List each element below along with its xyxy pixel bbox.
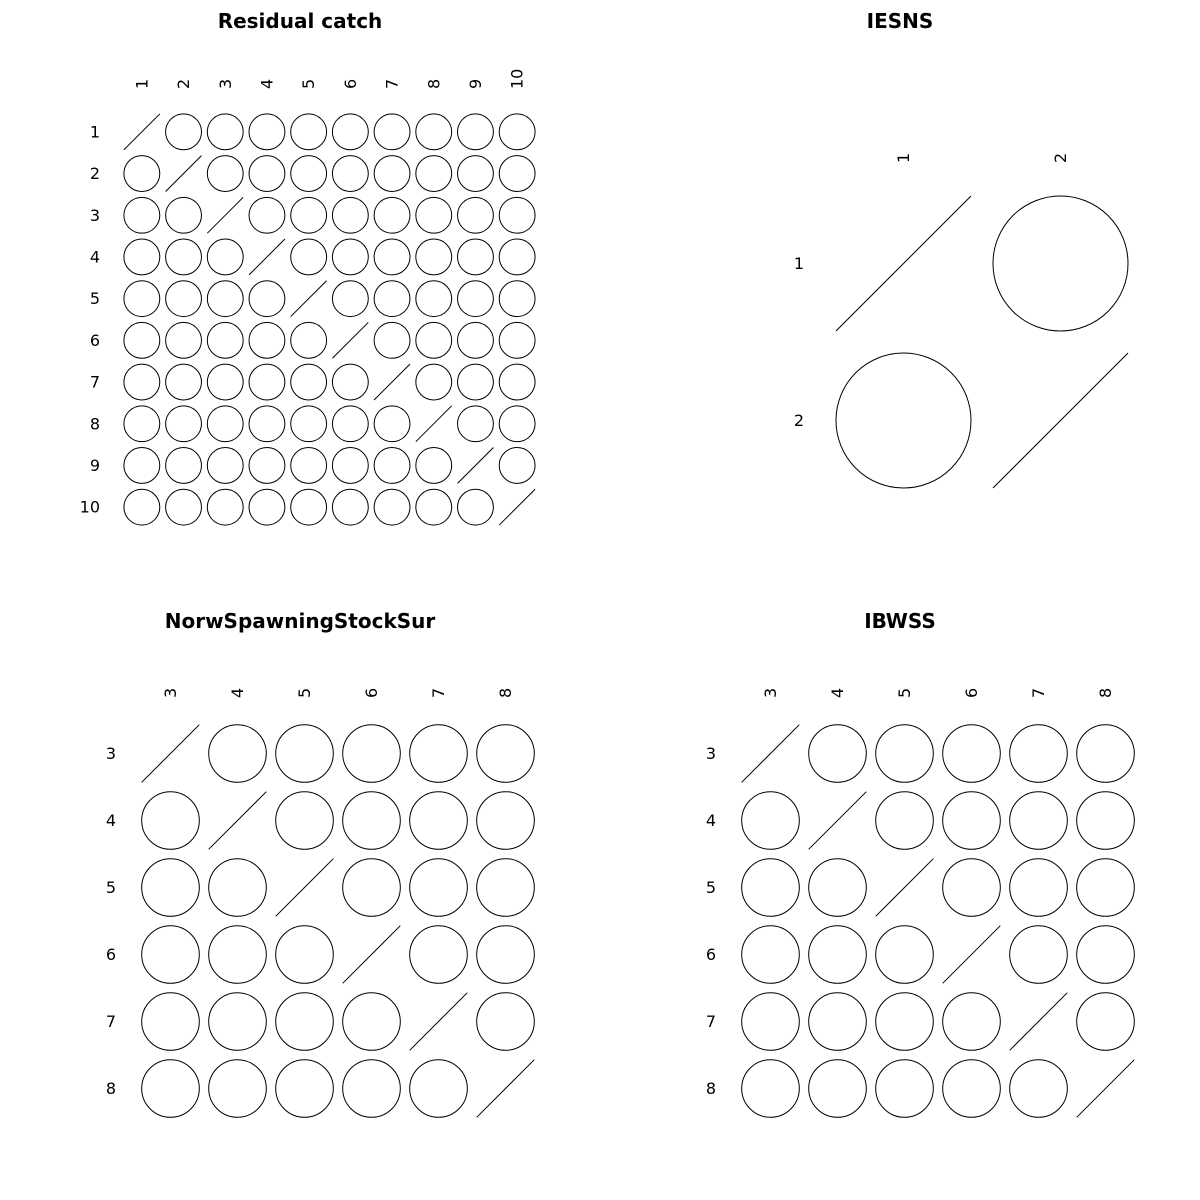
correlation-circle-mark: [332, 239, 368, 275]
correlation-circle-mark: [249, 156, 285, 192]
correlation-circle-mark: [209, 859, 267, 917]
correlation-circle-mark: [742, 859, 800, 917]
correlation-circle-mark: [276, 725, 334, 783]
correlation-circle-mark: [249, 489, 285, 525]
correlation-circle-mark: [249, 364, 285, 400]
correlation-circle-mark: [249, 197, 285, 233]
column-tick-label: 4: [257, 78, 277, 89]
correlation-circle-mark: [124, 281, 160, 317]
correlation-circle-mark: [943, 859, 1001, 917]
correlation-circle-mark: [249, 448, 285, 484]
panel-iesns: [794, 9, 1128, 488]
column-tick-label: 7: [1029, 687, 1048, 698]
diagonal-line-mark: [343, 926, 401, 984]
panel-title: NorwSpawningStockSur: [164, 609, 436, 633]
correlation-circle-mark: [291, 406, 327, 442]
correlation-circle-mark: [374, 156, 410, 192]
correlation-circle-mark: [1010, 1060, 1068, 1118]
correlation-circle-mark: [809, 859, 867, 917]
diagonal-line-mark: [943, 926, 1001, 984]
panel-title: IESNS: [866, 9, 934, 33]
correlation-circle-mark: [1077, 725, 1135, 783]
correlation-circle-mark: [499, 239, 535, 275]
correlation-circle-mark: [124, 489, 160, 525]
correlation-circle-mark: [416, 364, 452, 400]
correlation-circle-mark: [207, 322, 243, 358]
row-tick-label: 1: [89, 122, 100, 142]
correlation-circle-mark: [249, 322, 285, 358]
correlation-circle-mark: [742, 993, 800, 1051]
correlation-circle-mark: [458, 406, 494, 442]
row-tick-label: 8: [105, 1079, 116, 1098]
correlation-circle-mark: [416, 114, 452, 150]
row-tick-label: 3: [705, 744, 716, 763]
panel-title: IBWSS: [864, 609, 936, 633]
correlation-circle-mark: [291, 322, 327, 358]
diagonal-line-mark: [1010, 993, 1068, 1051]
row-tick-label: 7: [705, 1012, 716, 1031]
diagonal-line-mark: [458, 448, 494, 484]
correlation-circle-mark: [477, 993, 535, 1051]
diagonal-line-mark: [142, 725, 200, 783]
correlation-circle-mark: [166, 281, 202, 317]
correlation-circle-mark: [374, 281, 410, 317]
diagonal-line-mark: [876, 859, 934, 917]
correlation-circle-mark: [809, 1060, 867, 1118]
correlation-circle-mark: [332, 114, 368, 150]
correlation-circle-mark: [124, 322, 160, 358]
column-tick-label: 8: [496, 687, 515, 698]
column-tick-label: 2: [1051, 152, 1070, 163]
correlation-circle-mark: [343, 1060, 401, 1118]
correlation-circle-mark: [499, 448, 535, 484]
correlation-circle-mark: [416, 239, 452, 275]
column-tick-label: 1: [132, 78, 152, 89]
correlation-circle-mark: [209, 993, 267, 1051]
correlation-circle-mark: [291, 489, 327, 525]
correlation-circle-mark: [207, 156, 243, 192]
row-tick-label: 4: [705, 811, 716, 830]
correlation-circle-mark: [458, 156, 494, 192]
diagonal-line-mark: [809, 792, 867, 850]
correlation-circle-mark: [477, 725, 535, 783]
correlation-circle-mark: [416, 448, 452, 484]
row-tick-label: 5: [89, 289, 100, 309]
panel-residual-catch: [80, 9, 535, 525]
panel-plot-area: [80, 69, 535, 525]
correlation-circle-mark: [332, 364, 368, 400]
correlation-circle-mark: [166, 197, 202, 233]
correlation-circle-mark: [209, 1060, 267, 1118]
correlation-circle-mark: [943, 1060, 1001, 1118]
correlation-circle-mark: [876, 993, 934, 1051]
correlation-circle-mark: [332, 489, 368, 525]
correlation-circle-mark: [124, 239, 160, 275]
correlation-circle-mark: [343, 792, 401, 850]
correlation-circle-mark: [416, 489, 452, 525]
correlation-circle-mark: [249, 406, 285, 442]
correlation-circle-mark: [416, 322, 452, 358]
correlation-circle-mark: [416, 281, 452, 317]
correlation-circle-mark: [166, 364, 202, 400]
column-tick-label: 6: [340, 78, 360, 89]
correlation-circle-mark: [343, 725, 401, 783]
correlation-circle-mark: [1077, 926, 1135, 984]
column-tick-label: 6: [962, 687, 981, 698]
correlation-circle-mark: [374, 489, 410, 525]
correlation-circle-mark: [207, 448, 243, 484]
correlation-circle-mark: [1077, 993, 1135, 1051]
diagonal-line-mark: [207, 197, 243, 233]
diagonal-line-mark: [209, 792, 267, 850]
panel-plot-area: [106, 688, 534, 1117]
correlation-circle-mark: [166, 448, 202, 484]
correlation-circle-mark: [477, 926, 535, 984]
correlation-circle-mark: [207, 406, 243, 442]
column-tick-label: 4: [828, 687, 847, 698]
correlation-circle-mark: [291, 448, 327, 484]
correlation-circle-mark: [207, 364, 243, 400]
diagonal-line-mark: [499, 489, 535, 525]
row-tick-label: 3: [105, 744, 116, 763]
correlation-circle-mark: [291, 239, 327, 275]
correlation-circle-mark: [332, 156, 368, 192]
correlation-circle-mark: [876, 792, 934, 850]
diagonal-line-mark: [742, 725, 800, 783]
correlation-circle-mark: [276, 926, 334, 984]
correlation-circle-mark: [416, 197, 452, 233]
correlation-circle-mark: [499, 156, 535, 192]
correlation-circle-mark: [477, 792, 535, 850]
correlation-circle-mark: [1010, 859, 1068, 917]
panel-norw-spawning-stock-sur: [106, 609, 534, 1117]
column-tick-label: 1: [894, 152, 913, 163]
diagonal-line-mark: [291, 281, 327, 317]
correlation-circle-mark: [458, 114, 494, 150]
column-tick-label: 5: [299, 78, 319, 89]
correlation-circle-mark: [124, 197, 160, 233]
column-tick-label: 4: [228, 687, 247, 698]
row-tick-label: 10: [79, 497, 100, 517]
correlation-circle-mark: [876, 926, 934, 984]
correlation-circle-mark: [249, 114, 285, 150]
column-tick-label: 7: [382, 78, 402, 89]
correlation-circle-mark: [410, 926, 468, 984]
diagonal-line-mark: [477, 1060, 535, 1118]
correlation-circle-mark: [943, 993, 1001, 1051]
correlation-circle-mark: [142, 792, 200, 850]
correlation-circle-mark: [142, 859, 200, 917]
correlation-circle-mark: [142, 926, 200, 984]
correlation-circle-mark: [332, 406, 368, 442]
row-tick-label: 2: [89, 164, 100, 184]
correlation-circle-mark: [1010, 792, 1068, 850]
diagonal-line-mark: [249, 239, 285, 275]
correlation-circle-mark: [332, 281, 368, 317]
correlation-circle-mark: [1010, 926, 1068, 984]
correlation-circle-mark: [410, 1060, 468, 1118]
correlation-circle-mark: [876, 725, 934, 783]
row-tick-label: 6: [89, 330, 100, 350]
correlation-circle-mark: [458, 281, 494, 317]
row-tick-label: 2: [793, 411, 804, 430]
correlation-circle-mark: [291, 197, 327, 233]
correlation-circle-mark: [742, 926, 800, 984]
correlation-circle-mark: [332, 197, 368, 233]
correlation-circle-mark: [166, 489, 202, 525]
correlation-circle-mark: [276, 993, 334, 1051]
column-tick-label: 6: [362, 687, 381, 698]
correlation-circle-mark: [374, 197, 410, 233]
column-tick-label: 7: [429, 687, 448, 698]
correlation-circle-mark: [291, 364, 327, 400]
diagonal-line-mark: [993, 353, 1128, 488]
correlation-circle-mark: [166, 114, 202, 150]
row-tick-label: 1: [793, 254, 804, 273]
diagonal-line-mark: [836, 196, 971, 331]
row-tick-label: 3: [89, 205, 100, 225]
diagonal-line-mark: [166, 156, 202, 192]
correlation-circle-mark: [142, 993, 200, 1051]
correlation-circle-mark: [499, 281, 535, 317]
correlation-circle-mark: [410, 859, 468, 917]
correlation-circle-mark: [124, 156, 160, 192]
correlation-circle-mark: [943, 792, 1001, 850]
row-tick-label: 7: [105, 1012, 116, 1031]
correlation-circle-mark: [410, 792, 468, 850]
correlation-circle-mark: [374, 406, 410, 442]
correlation-circle-mark: [166, 406, 202, 442]
correlation-circle-mark: [124, 448, 160, 484]
correlation-circle-mark: [742, 1060, 800, 1118]
correlation-circle-mark: [809, 926, 867, 984]
correlation-circle-mark: [499, 406, 535, 442]
correlation-circle-mark: [943, 725, 1001, 783]
correlation-circle-mark: [836, 353, 971, 488]
correlation-circle-mark: [374, 239, 410, 275]
correlation-circle-mark: [1010, 725, 1068, 783]
correlation-circle-mark: [499, 114, 535, 150]
correlation-circle-mark: [124, 364, 160, 400]
correlation-circle-mark: [276, 1060, 334, 1118]
row-tick-label: 5: [105, 878, 116, 897]
column-tick-label: 3: [215, 78, 235, 89]
correlation-circle-mark: [291, 114, 327, 150]
correlation-circle-mark: [410, 725, 468, 783]
row-tick-label: 4: [105, 811, 116, 830]
correlation-circle-mark: [809, 725, 867, 783]
correlation-circle-mark: [207, 114, 243, 150]
correlation-circle-mark: [343, 993, 401, 1051]
correlation-circle-mark: [993, 196, 1128, 331]
correlation-circle-mark: [499, 364, 535, 400]
correlation-circle-mark: [458, 239, 494, 275]
column-tick-label: 5: [895, 687, 914, 698]
column-tick-label: 3: [761, 687, 780, 698]
panel-plot-area: [706, 688, 1134, 1117]
correlation-circle-mark: [1077, 859, 1135, 917]
correlation-circle-mark: [1077, 792, 1135, 850]
panel-title: Residual catch: [217, 9, 383, 33]
column-tick-label: 8: [1096, 687, 1115, 698]
row-tick-label: 8: [89, 414, 100, 434]
correlation-circle-mark: [458, 364, 494, 400]
correlation-circle-mark: [809, 993, 867, 1051]
correlation-circle-mark: [209, 725, 267, 783]
row-tick-label: 8: [705, 1079, 716, 1098]
correlation-circle-mark: [332, 448, 368, 484]
correlation-circle-mark: [166, 239, 202, 275]
panel-plot-area: [794, 153, 1128, 488]
diagonal-line-mark: [416, 406, 452, 442]
correlation-circle-mark: [124, 406, 160, 442]
correlation-circle-mark: [458, 322, 494, 358]
correlation-circle-mark: [876, 1060, 934, 1118]
diagonal-line-mark: [374, 364, 410, 400]
correlation-circle-mark: [276, 792, 334, 850]
column-tick-label: 10: [507, 68, 527, 89]
correlation-circle-mark: [742, 792, 800, 850]
diagonal-line-mark: [1077, 1060, 1135, 1118]
diagonal-line-mark: [124, 114, 160, 150]
correlation-circle-mark: [374, 322, 410, 358]
correlation-circle-mark: [458, 489, 494, 525]
row-tick-label: 4: [89, 247, 100, 267]
correlation-circle-mark: [499, 197, 535, 233]
diagonal-line-mark: [276, 859, 334, 917]
correlation-circle-mark: [291, 156, 327, 192]
correlation-circle-mark: [374, 114, 410, 150]
row-tick-label: 5: [705, 878, 716, 897]
correlation-circle-mark: [374, 448, 410, 484]
panel-ibwss: [706, 609, 1134, 1117]
row-tick-label: 6: [105, 945, 116, 964]
row-tick-label: 9: [89, 455, 100, 475]
correlation-circle-mark: [458, 197, 494, 233]
row-tick-label: 6: [705, 945, 716, 964]
correlation-circle-mark: [207, 239, 243, 275]
diagonal-line-mark: [410, 993, 468, 1051]
column-tick-label: 3: [161, 687, 180, 698]
correlation-circle-mark: [209, 926, 267, 984]
correlation-circle-mark: [499, 322, 535, 358]
correlation-circle-mark: [343, 859, 401, 917]
column-tick-label: 9: [465, 78, 485, 89]
correlation-circle-mark: [416, 156, 452, 192]
column-tick-label: 8: [424, 78, 444, 89]
diagonal-line-mark: [332, 322, 368, 358]
correlation-circle-mark: [207, 489, 243, 525]
correlation-circle-mark: [207, 281, 243, 317]
correlation-circle-mark: [249, 281, 285, 317]
column-tick-label: 5: [295, 687, 314, 698]
correlation-circle-mark: [477, 859, 535, 917]
column-tick-label: 2: [174, 78, 194, 89]
row-tick-label: 7: [89, 372, 100, 392]
correlation-circle-mark: [142, 1060, 200, 1118]
correlation-circle-mark: [166, 322, 202, 358]
